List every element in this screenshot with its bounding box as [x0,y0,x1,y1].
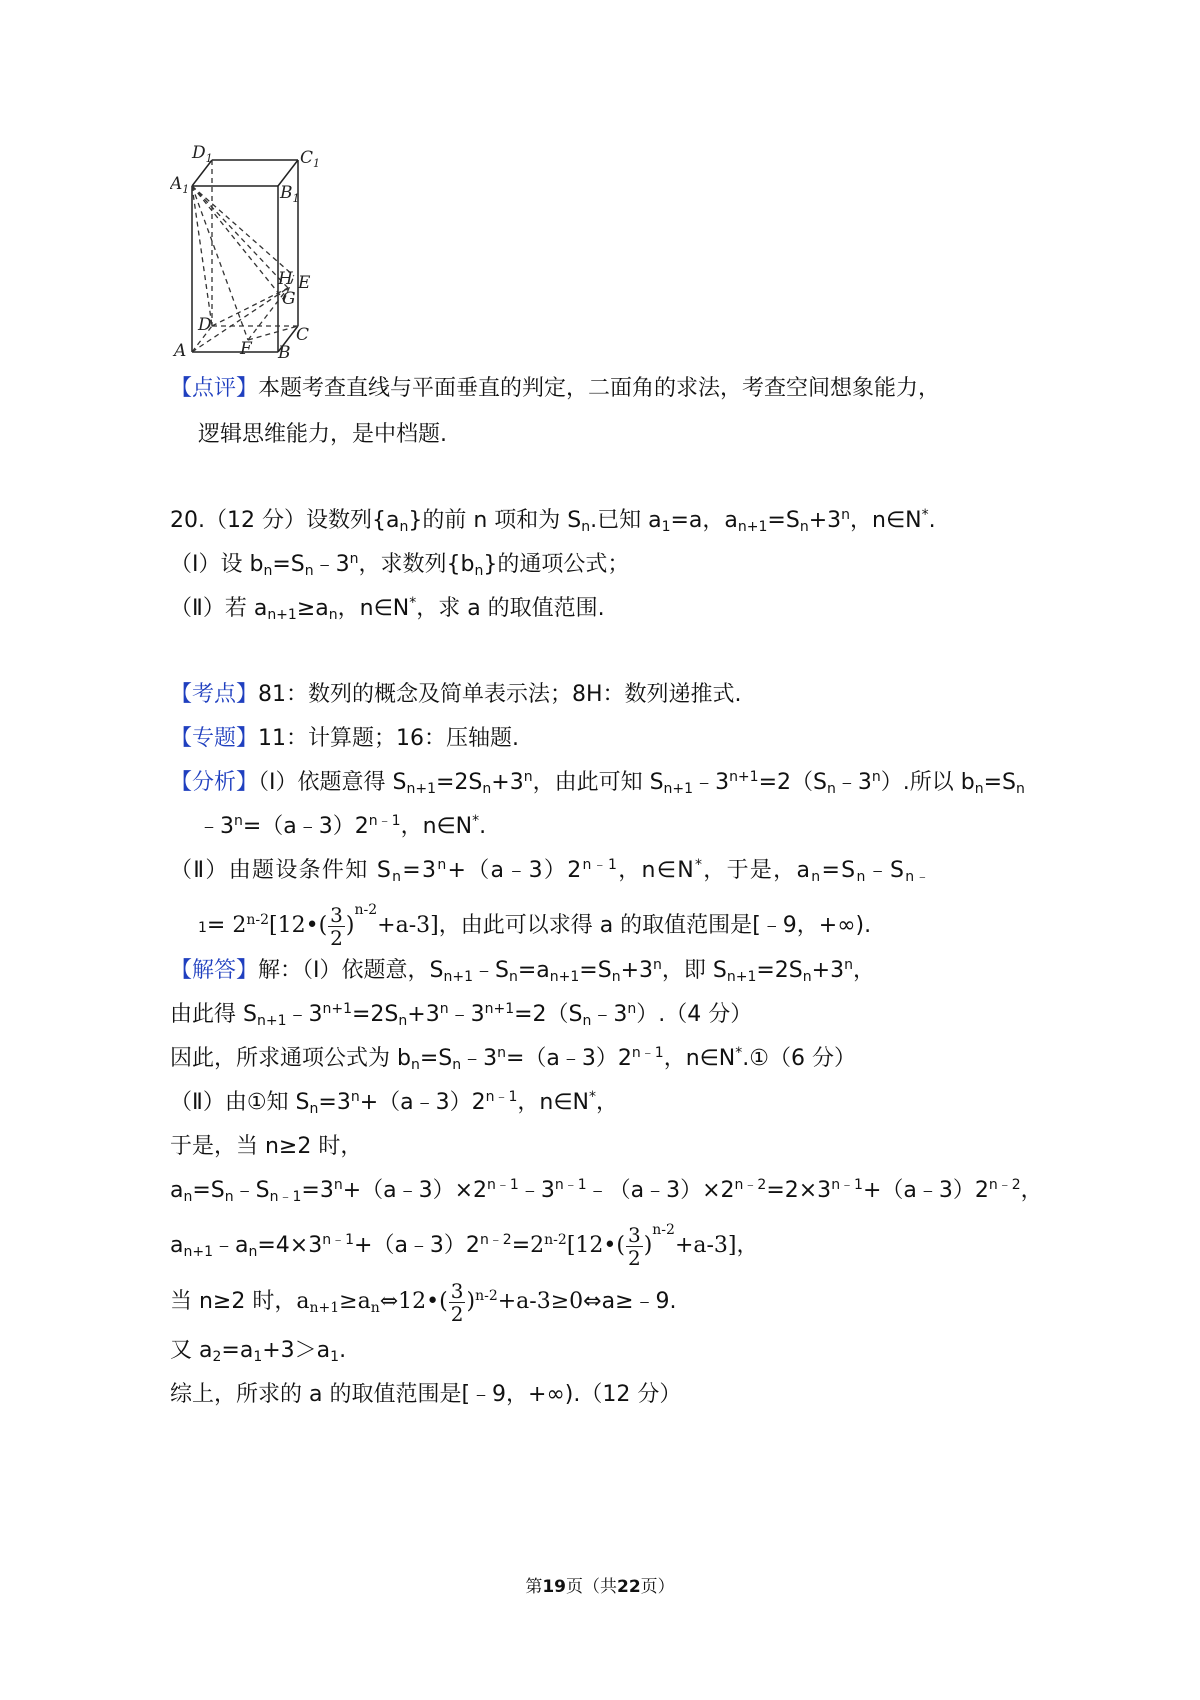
prism-figure [170,140,330,365]
page-number: 19 [542,1577,566,1597]
formula-2n2-bracket: 2$^{n-2}$[12•( $\frac{3}{2}$ )$^{n-2}$+a-3] [232,902,439,950]
problem-part-1: （Ⅰ）设 $b_n=S_n﹣3^n$，求数列$\{b_n\}$的通项公式； [170,551,630,579]
jieda-line-2: 由此得 $S_{n+1}﹣3^{n+1}=2S_n+3^n﹣3^{n+1}=2(S_n﹣3^n).(4$ 分） [170,1001,753,1029]
label-c: C [296,325,310,345]
label-h: H [278,269,293,289]
fenxi-line-2: $﹣3^n=(a﹣3)2^{n﹣1}$，n∈N*. [198,813,487,839]
formula-inequality: $a_{n+1}\ge a_n\Leftrightarrow 12•$( $\frac{3}{2}$ )$^{n-2}$+a-3≥0 [296,1278,584,1326]
jieda-line-5: 于是，当 n≥2 时， [170,1134,363,1159]
page-total: 22 [617,1577,641,1597]
fenxi-line-1: 【分析】（Ⅰ）依题意得 $S_{n+1}=2S_n+3^n$，由此可知 $S_{n+1}﹣3^{n+1}=2(S_n﹣3^n)$.所以 $b_n=S_n$ [170,769,1025,797]
label-e: E [298,273,311,293]
zhuanti-line: 【专题】11：计算题；16：压轴题. [170,726,519,751]
label-d: D [198,315,212,335]
page-footer: 第19页（共22页） [525,1577,675,1597]
label-c1: $C_1$ [300,148,321,170]
label-d1: $D_1$ [192,143,213,165]
review-line-2: 逻辑思维能力，是中档题. [198,422,447,447]
formula-2n2-bracket-2: 2$^{n-2}$[12•( $\frac{3}{2}$ )$^{n-2}$+a-3] [530,1222,737,1270]
label-a: A [174,341,187,361]
fenxi-line-4: 1= 2$^{n-2}$[12•( $\frac{3}{2}$ )$^{n-2}$+a-3]，由此可以求得 a 的取值范围是[﹣9，+∞). [198,900,871,952]
zhuanti-tag: 【专题】 [170,726,259,751]
jieda-line-9: 又 $a_2=a_1+3>a_1$. [170,1338,347,1365]
problem-part-2: （Ⅱ）若 $a_{n+1}\ge a_n$，n∈N*，求 a 的取值范围. [170,595,605,623]
jieda-line-4: （Ⅱ）由①知 $S_n=3^n+(a﹣3)2^{n﹣1}$，n∈N*， [170,1089,618,1117]
jieda-line-1: 【解答】解：（Ⅰ）依题意，$S_{n+1}﹣S_n=a_{n+1}=S_n+3^n$，即 $S_{n+1}=2S_n+3^n$， [170,957,875,985]
problem-title: 20.（12 分）设数列$\{a_n\}$的前 n 项和为 $S_n$.已知 $a_1=a$，$a_{n+1}=S_n+3^n$，n∈N*. [170,507,936,535]
jieda-tag: 【解答】 [170,958,259,983]
jieda-line-10: 综上，所求的 a 的取值范围是[﹣9，+∞).（12 分） [170,1382,682,1407]
kaodian-tag: 【考点】 [170,682,259,707]
label-b: B [278,343,291,363]
jieda-line-3: 因此，所求通项公式为 $b_n=S_n﹣3^n=(a﹣3)2^{n﹣1}$，n∈N*.①（6 分） [170,1045,856,1073]
review-tag: 【点评】 [170,376,259,401]
kaodian-line: 【考点】81：数列的概念及简单表示法；8H：数列递推式. [170,682,742,707]
fenxi-tag: 【分析】 [170,770,259,795]
label-a1: $A_1$ [170,174,190,196]
jieda-line-8: 当 n≥2 时，$a_{n+1}\ge a_n\Leftrightarrow 12•$( $\frac{3}{2}$ )$^{n-2}$+a-3≥0⇔a≥﹣9. [170,1276,677,1328]
review-line-1: 【点评】本题考查直线与平面垂直的判定，二面角的求法，考查空间想象能力， [170,376,941,401]
label-g: G [282,289,296,309]
jieda-line-6: $a_n=S_n﹣S_{n﹣1}=3^n+(a﹣3)\times 2^{n﹣1}﹣3^{n﹣1}﹣(a﹣3)\times 2^{n﹣2}=2\times 3^{n﹣1}+(a﹣3)2^{n﹣2}$， [170,1177,1043,1205]
jieda-line-7: $a_{n+1}﹣a_n=4\times 3^{n﹣1}+(a﹣3)2^{n﹣2}=2^{n-2}[12•$( $\frac{3}{2}$ )$^{n-2}$+a-3]， [170,1218,759,1274]
label-f: F [240,339,252,359]
fenxi-line-3: （Ⅱ）由题设条件知 $S_n=3^n+(a﹣3)2^{n﹣1}$，n∈N*，于是，$a_n=S_n﹣S_{n﹣}$ [170,857,931,885]
label-b1: $B_1$ [280,183,300,205]
